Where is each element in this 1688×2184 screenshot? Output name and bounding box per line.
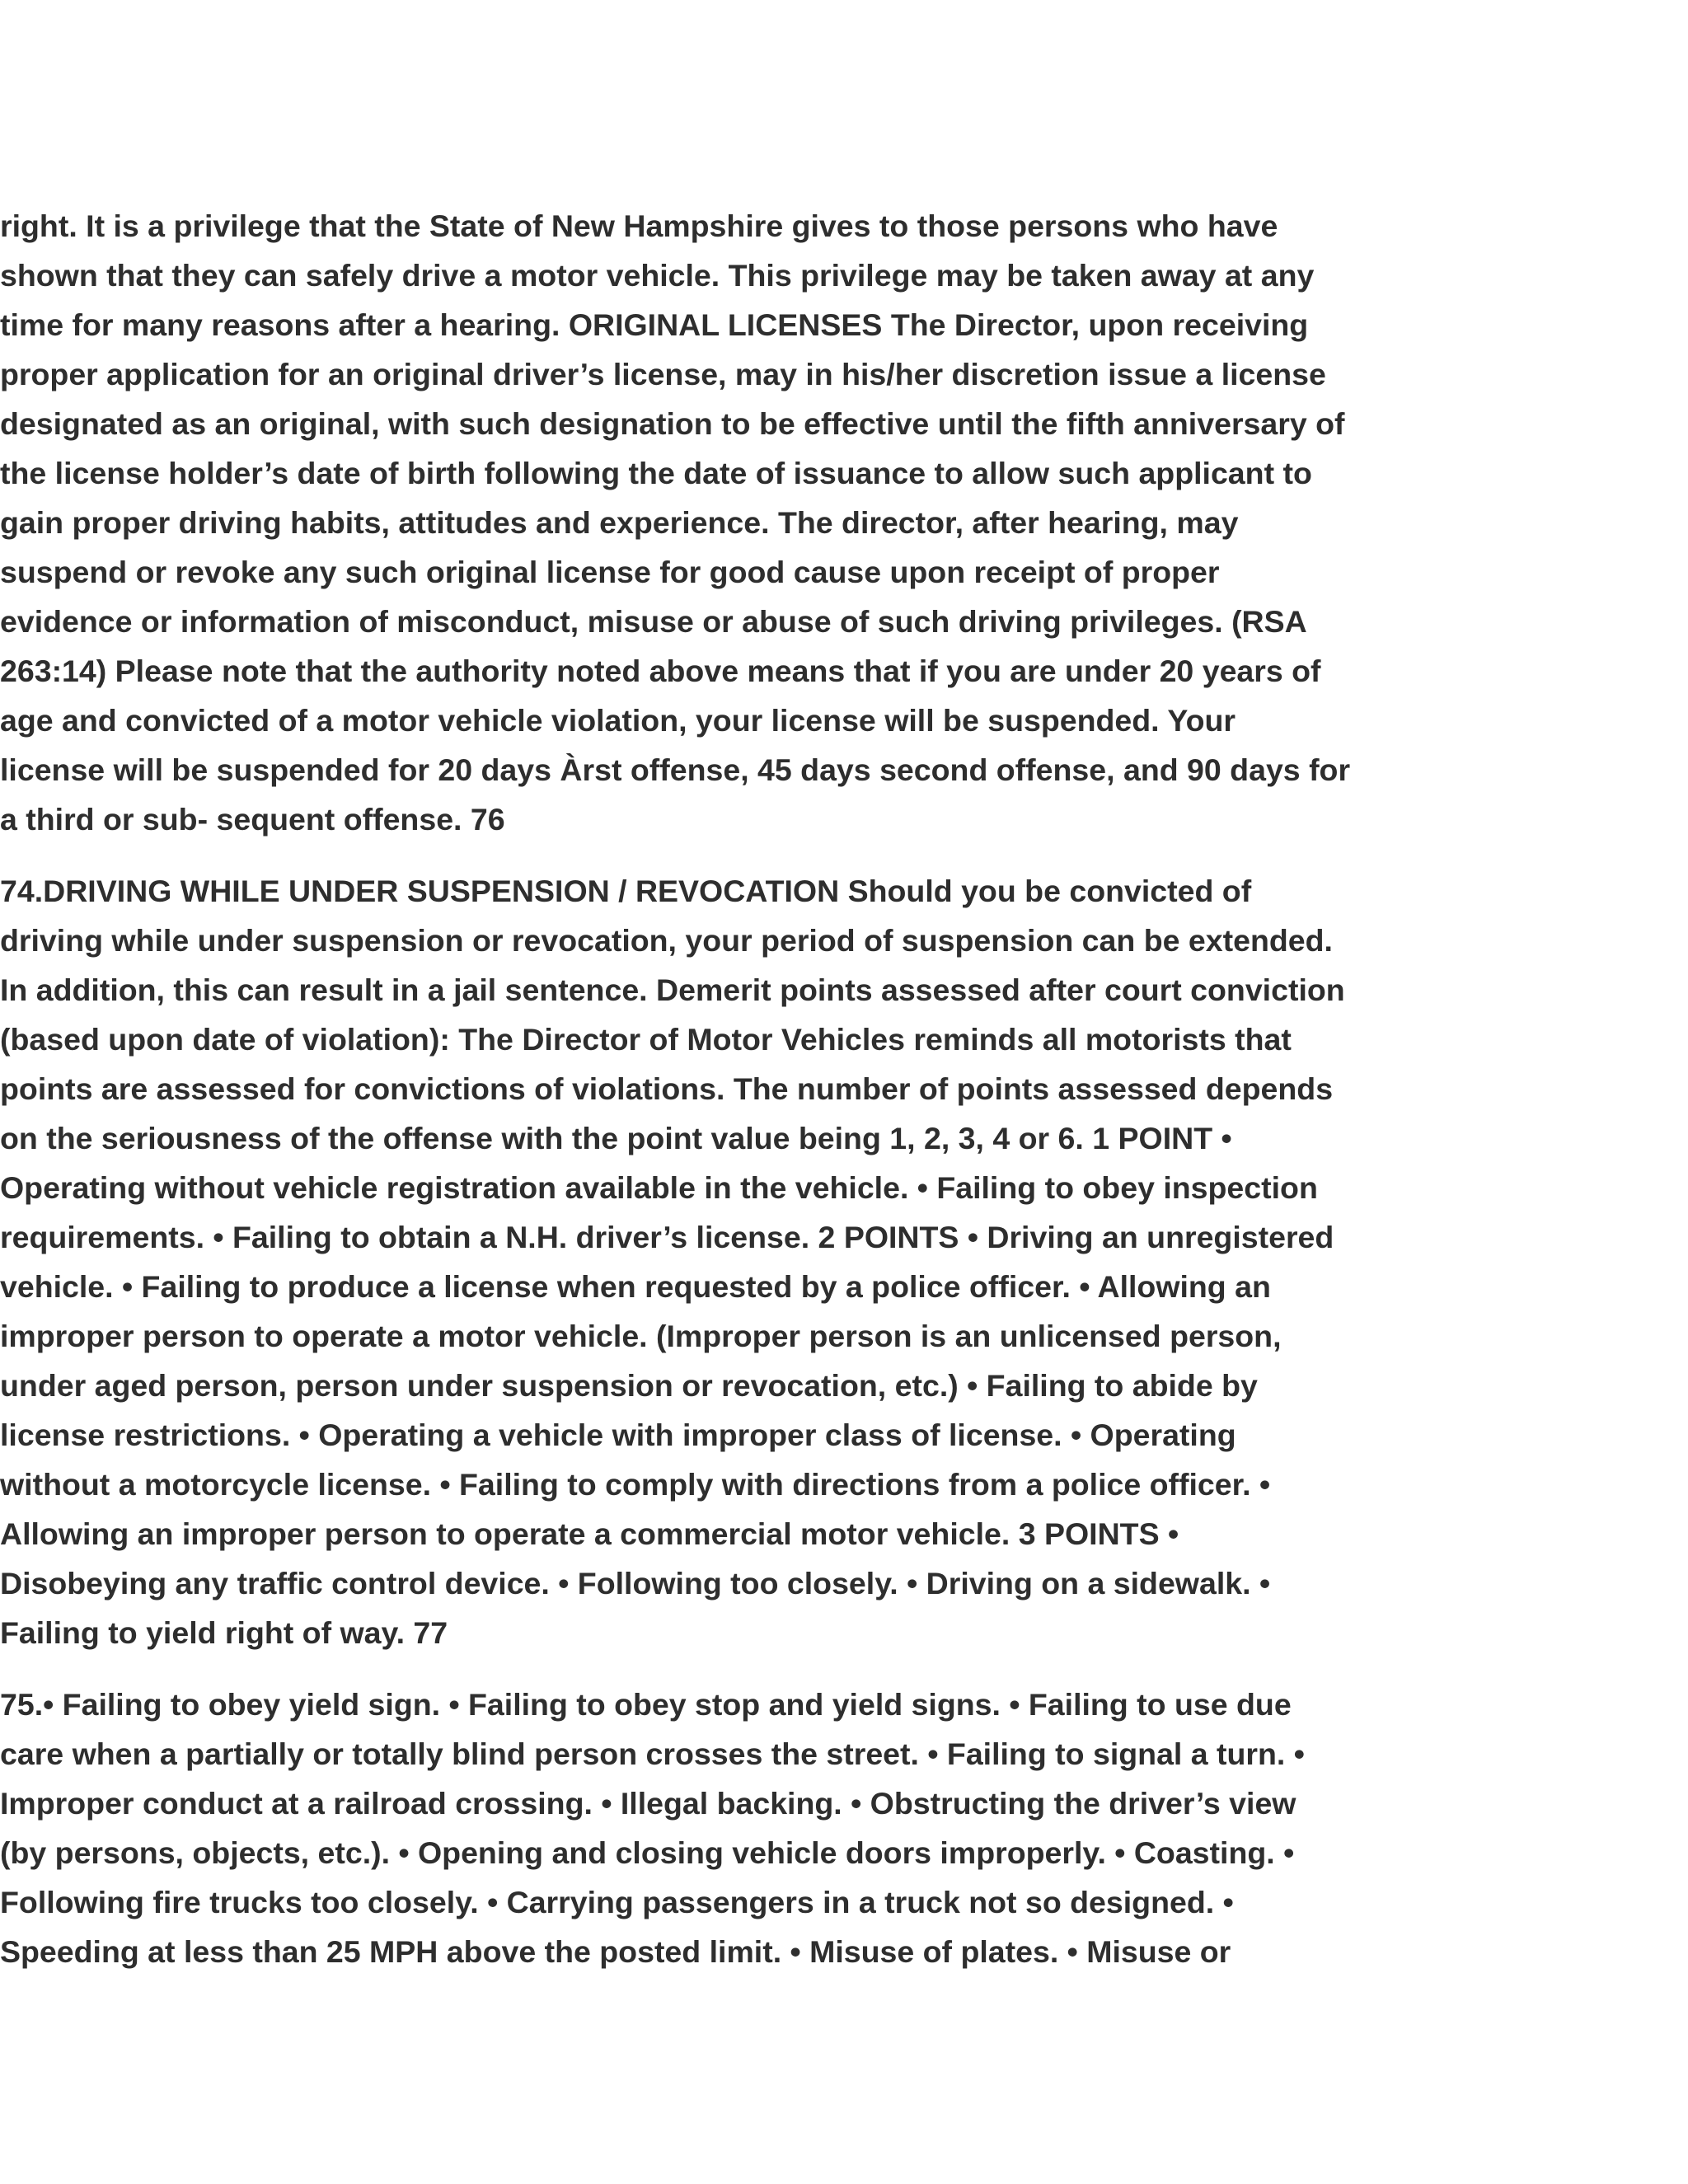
text-line: under aged person, person under suspension or revocation, etc.) • Failing to abide by <box>0 1368 1258 1403</box>
text-line: license restrictions. • Operating a vehicle with improper class of license. • Operating <box>0 1418 1236 1452</box>
text-line: Improper conduct at a railroad crossing. • Illegal backing. • Obstructing the driver’s view <box>0 1786 1296 1821</box>
text-line: Operating without vehicle registration available in the vehicle. • Failing to obey inspection <box>0 1170 1318 1205</box>
text-line: care when a partially or totally blind person crosses the street. • Failing to signal a turn. • <box>0 1736 1305 1771</box>
text-line: gain proper driving habits, attitudes and experience. The director, after hearing, may <box>0 505 1239 540</box>
text-line: proper application for an original driver’s license, may in his/her discretion issue a license <box>0 357 1326 391</box>
text-line: shown that they can safely drive a motor vehicle. This privilege may be taken away at any <box>0 258 1315 293</box>
document-page <box>0 201 1451 1999</box>
text-line: 74.DRIVING WHILE UNDER SUSPENSION / REVOCATION Should you be convicted of <box>0 874 1252 908</box>
text-line: on the seriousness of the offense with the point value being 1, 2, 3, 4 or 6. 1 POINT • <box>0 1121 1232 1155</box>
text-line: Allowing an improper person to operate a commercial motor vehicle. 3 POINTS • <box>0 1516 1179 1551</box>
text-line: license will be suspended for 20 days Àrst offense, 45 days second offense, and 90 days for <box>0 752 1351 787</box>
text-line: designated as an original, with such designation to be effective until the fifth anniversary of <box>0 406 1345 441</box>
text-line: Failing to yield right of way. 77 <box>0 1615 448 1650</box>
paragraph-violations-list <box>0 1680 1451 1976</box>
paragraph-driving-under-suspension <box>0 866 1451 1657</box>
text-line: the license holder’s date of birth following the date of issuance to allow such applicant to <box>0 456 1312 490</box>
text-line: (based upon date of violation): The Director of Motor Vehicles reminds all motorists that <box>0 1022 1292 1057</box>
text-line: right. It is a privilege that the State of New Hampshire gives to those persons who have <box>0 209 1278 243</box>
text-line: Following fire trucks too closely. • Carrying passengers in a truck not so designed. • <box>0 1885 1234 1919</box>
text-line: a third or sub- sequent offense. 76 <box>0 802 505 837</box>
text-line: 75.• Failing to obey yield sign. • Failing to obey stop and yield signs. • Failing to use due <box>0 1687 1292 1722</box>
text-line: improper person to operate a motor vehicle. (Improper person is an unlicensed person, <box>0 1319 1282 1353</box>
text-line: Disobeying any traffic control device. • Following too closely. • Driving on a sidewalk. • <box>0 1566 1271 1601</box>
text-line: requirements. • Failing to obtain a N.H. driver’s license. 2 POINTS • Driving an unregistered <box>0 1220 1334 1254</box>
text-line: age and convicted of a motor vehicle violation, your license will be suspended. Your <box>0 703 1236 738</box>
text-line: without a motorcycle license. • Failing to comply with directions from a police officer. • <box>0 1467 1271 1502</box>
text-line: 263:14) Please note that the authority noted above means that if you are under 20 years of <box>0 654 1321 688</box>
text-line: points are assessed for convictions of violations. The number of points assessed depends <box>0 1071 1334 1106</box>
text-line: vehicle. • Failing to produce a license when requested by a police officer. • Allowing an <box>0 1269 1271 1304</box>
text-line: In addition, this can result in a jail sentence. Demerit points assessed after court conviction <box>0 972 1345 1007</box>
text-line: (by persons, objects, etc.). • Opening and closing vehicle doors improperly. • Coasting. • <box>0 1835 1295 1870</box>
text-line: time for many reasons after a hearing. ORIGINAL LICENSES The Director, upon receiving <box>0 307 1309 342</box>
text-line: driving while under suspension or revocation, your period of suspension can be extended. <box>0 923 1333 958</box>
text-line: suspend or revoke any such original license for good cause upon receipt of proper <box>0 555 1220 589</box>
text-line: evidence or information of misconduct, misuse or abuse of such driving privileges. (RSA <box>0 604 1307 639</box>
text-line: Speeding at less than 25 MPH above the posted limit. • Misuse of plates. • Misuse or <box>0 1934 1231 1969</box>
paragraph-original-licenses <box>0 201 1451 844</box>
